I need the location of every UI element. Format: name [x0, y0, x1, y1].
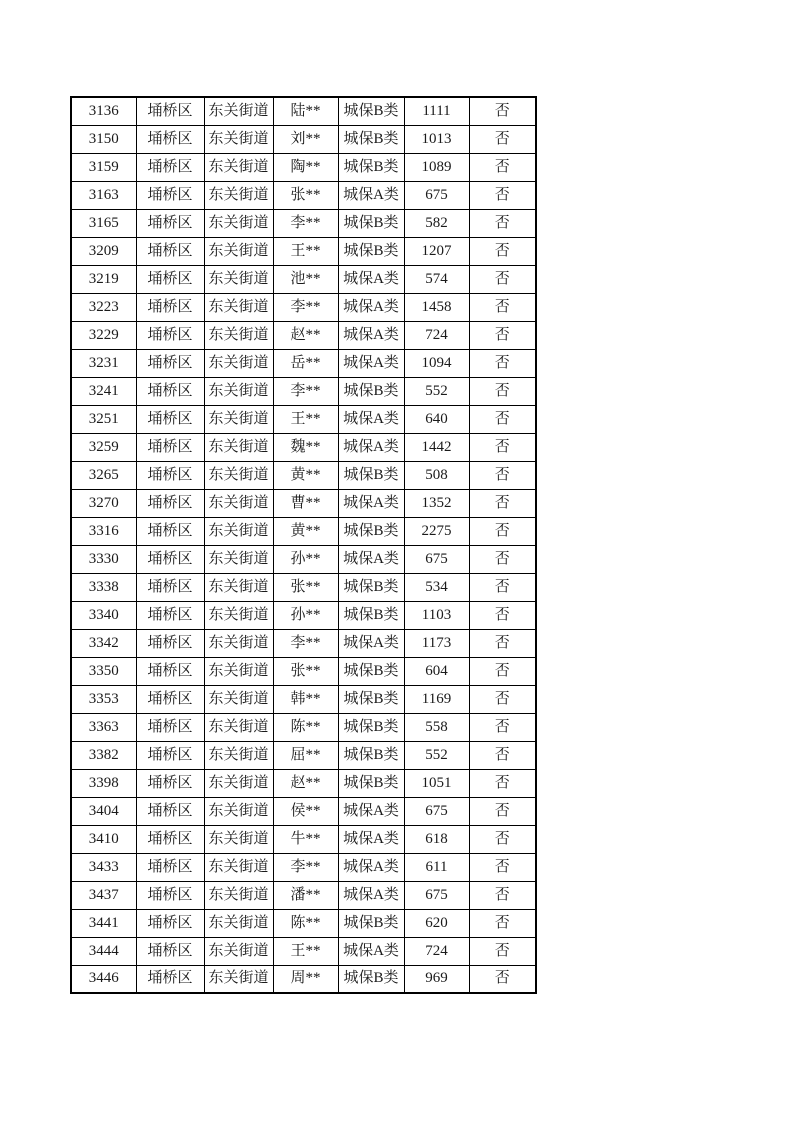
table-row: [71, 629, 536, 657]
cell-serial: 3350: [71, 657, 136, 685]
cell-category: 城保A类: [338, 433, 404, 461]
cell-name: 李**: [273, 209, 338, 237]
cell-name: 王**: [273, 237, 338, 265]
cell-flag: 否: [469, 293, 536, 321]
cell-serial: 3444: [71, 937, 136, 965]
cell-amount: 1111: [404, 97, 469, 125]
cell-street: 东关街道: [204, 909, 273, 937]
cell-serial: 3270: [71, 489, 136, 517]
cell-flag: 否: [469, 965, 536, 993]
table-row: [71, 209, 536, 237]
cell-category: 城保A类: [338, 825, 404, 853]
cell-category: 城保A类: [338, 881, 404, 909]
cell-flag: 否: [469, 797, 536, 825]
cell-amount: 1094: [404, 349, 469, 377]
cell-serial: 3229: [71, 321, 136, 349]
cell-name: 李**: [273, 377, 338, 405]
cell-flag: 否: [469, 741, 536, 769]
cell-category: 城保B类: [338, 377, 404, 405]
cell-flag: 否: [469, 153, 536, 181]
cell-serial: 3251: [71, 405, 136, 433]
cell-district: 埇桥区: [136, 769, 204, 797]
cell-name: 陈**: [273, 713, 338, 741]
cell-amount: 604: [404, 657, 469, 685]
cell-category: 城保B类: [338, 741, 404, 769]
cell-district: 埇桥区: [136, 909, 204, 937]
cell-amount: 1089: [404, 153, 469, 181]
cell-street: 东关街道: [204, 517, 273, 545]
cell-category: 城保A类: [338, 545, 404, 573]
cell-serial: 3259: [71, 433, 136, 461]
cell-flag: 否: [469, 769, 536, 797]
cell-amount: 552: [404, 377, 469, 405]
cell-amount: 724: [404, 321, 469, 349]
cell-flag: 否: [469, 937, 536, 965]
cell-name: 李**: [273, 629, 338, 657]
cell-amount: 1458: [404, 293, 469, 321]
cell-name: 王**: [273, 405, 338, 433]
cell-street: 东关街道: [204, 349, 273, 377]
table-row: [71, 405, 536, 433]
cell-name: 陈**: [273, 909, 338, 937]
table-row: [71, 461, 536, 489]
cell-district: 埇桥区: [136, 881, 204, 909]
cell-category: 城保B类: [338, 965, 404, 993]
cell-amount: 1442: [404, 433, 469, 461]
cell-district: 埇桥区: [136, 797, 204, 825]
cell-category: 城保B类: [338, 125, 404, 153]
cell-district: 埇桥区: [136, 937, 204, 965]
cell-street: 东关街道: [204, 181, 273, 209]
cell-amount: 508: [404, 461, 469, 489]
cell-name: 赵**: [273, 769, 338, 797]
cell-serial: 3437: [71, 881, 136, 909]
table-row: [71, 545, 536, 573]
cell-amount: 969: [404, 965, 469, 993]
cell-district: 埇桥区: [136, 153, 204, 181]
cell-district: 埇桥区: [136, 125, 204, 153]
cell-serial: 3446: [71, 965, 136, 993]
cell-serial: 3209: [71, 237, 136, 265]
cell-amount: 1169: [404, 685, 469, 713]
cell-category: 城保B类: [338, 769, 404, 797]
subsidy-records-table: [70, 96, 537, 994]
cell-name: 陆**: [273, 97, 338, 125]
cell-district: 埇桥区: [136, 405, 204, 433]
cell-category: 城保A类: [338, 489, 404, 517]
cell-category: 城保B类: [338, 461, 404, 489]
table-row: [71, 125, 536, 153]
cell-category: 城保A类: [338, 349, 404, 377]
table-row: [71, 797, 536, 825]
cell-category: 城保A类: [338, 797, 404, 825]
cell-street: 东关街道: [204, 293, 273, 321]
cell-serial: 3441: [71, 909, 136, 937]
table-row: [71, 573, 536, 601]
cell-amount: 675: [404, 881, 469, 909]
cell-flag: 否: [469, 433, 536, 461]
cell-district: 埇桥区: [136, 321, 204, 349]
cell-street: 东关街道: [204, 937, 273, 965]
cell-district: 埇桥区: [136, 97, 204, 125]
cell-district: 埇桥区: [136, 461, 204, 489]
cell-street: 东关街道: [204, 125, 273, 153]
table-row: [71, 769, 536, 797]
cell-name: 张**: [273, 573, 338, 601]
cell-serial: 3136: [71, 97, 136, 125]
cell-district: 埇桥区: [136, 489, 204, 517]
cell-category: 城保B类: [338, 909, 404, 937]
cell-street: 东关街道: [204, 377, 273, 405]
cell-amount: 534: [404, 573, 469, 601]
cell-name: 屈**: [273, 741, 338, 769]
cell-district: 埇桥区: [136, 713, 204, 741]
cell-amount: 620: [404, 909, 469, 937]
cell-street: 东关街道: [204, 685, 273, 713]
cell-name: 牛**: [273, 825, 338, 853]
cell-flag: 否: [469, 685, 536, 713]
table-row: [71, 489, 536, 517]
cell-name: 韩**: [273, 685, 338, 713]
cell-flag: 否: [469, 601, 536, 629]
cell-flag: 否: [469, 377, 536, 405]
cell-name: 黄**: [273, 517, 338, 545]
table-row: [71, 685, 536, 713]
cell-district: 埇桥区: [136, 517, 204, 545]
cell-category: 城保A类: [338, 293, 404, 321]
cell-street: 东关街道: [204, 713, 273, 741]
cell-category: 城保B类: [338, 209, 404, 237]
cell-name: 魏**: [273, 433, 338, 461]
cell-street: 东关街道: [204, 433, 273, 461]
cell-name: 侯**: [273, 797, 338, 825]
cell-district: 埇桥区: [136, 265, 204, 293]
cell-street: 东关街道: [204, 853, 273, 881]
cell-serial: 3338: [71, 573, 136, 601]
cell-district: 埇桥区: [136, 433, 204, 461]
cell-district: 埇桥区: [136, 601, 204, 629]
cell-flag: 否: [469, 125, 536, 153]
cell-district: 埇桥区: [136, 545, 204, 573]
cell-serial: 3404: [71, 797, 136, 825]
cell-street: 东关街道: [204, 97, 273, 125]
cell-name: 周**: [273, 965, 338, 993]
cell-flag: 否: [469, 629, 536, 657]
cell-serial: 3159: [71, 153, 136, 181]
cell-street: 东关街道: [204, 153, 273, 181]
cell-flag: 否: [469, 461, 536, 489]
table-body: [71, 97, 536, 993]
table-row: [71, 965, 536, 993]
table-row: [71, 153, 536, 181]
cell-category: 城保B类: [338, 601, 404, 629]
cell-amount: 558: [404, 713, 469, 741]
cell-street: 东关街道: [204, 237, 273, 265]
cell-amount: 675: [404, 181, 469, 209]
cell-street: 东关街道: [204, 489, 273, 517]
cell-flag: 否: [469, 713, 536, 741]
cell-serial: 3223: [71, 293, 136, 321]
cell-street: 东关街道: [204, 825, 273, 853]
cell-category: 城保B类: [338, 97, 404, 125]
cell-street: 东关街道: [204, 405, 273, 433]
cell-serial: 3241: [71, 377, 136, 405]
cell-flag: 否: [469, 265, 536, 293]
cell-serial: 3353: [71, 685, 136, 713]
cell-name: 赵**: [273, 321, 338, 349]
cell-name: 孙**: [273, 545, 338, 573]
cell-flag: 否: [469, 545, 536, 573]
cell-name: 李**: [273, 293, 338, 321]
cell-district: 埇桥区: [136, 741, 204, 769]
cell-category: 城保A类: [338, 853, 404, 881]
cell-amount: 724: [404, 937, 469, 965]
cell-flag: 否: [469, 237, 536, 265]
cell-name: 王**: [273, 937, 338, 965]
cell-amount: 552: [404, 741, 469, 769]
table-row: [71, 237, 536, 265]
cell-street: 东关街道: [204, 657, 273, 685]
table-row: [71, 909, 536, 937]
cell-district: 埇桥区: [136, 293, 204, 321]
cell-category: 城保A类: [338, 321, 404, 349]
cell-serial: 3316: [71, 517, 136, 545]
cell-category: 城保B类: [338, 685, 404, 713]
cell-name: 张**: [273, 181, 338, 209]
cell-category: 城保B类: [338, 153, 404, 181]
cell-flag: 否: [469, 853, 536, 881]
table-row: [71, 713, 536, 741]
cell-street: 东关街道: [204, 769, 273, 797]
cell-serial: 3163: [71, 181, 136, 209]
cell-district: 埇桥区: [136, 349, 204, 377]
cell-category: 城保A类: [338, 405, 404, 433]
cell-category: 城保B类: [338, 237, 404, 265]
cell-name: 孙**: [273, 601, 338, 629]
cell-street: 东关街道: [204, 601, 273, 629]
cell-serial: 3433: [71, 853, 136, 881]
cell-flag: 否: [469, 97, 536, 125]
table-row: [71, 349, 536, 377]
cell-flag: 否: [469, 209, 536, 237]
cell-district: 埇桥区: [136, 181, 204, 209]
cell-district: 埇桥区: [136, 965, 204, 993]
cell-amount: 1103: [404, 601, 469, 629]
cell-district: 埇桥区: [136, 629, 204, 657]
table-row: [71, 377, 536, 405]
table-row: [71, 181, 536, 209]
cell-flag: 否: [469, 909, 536, 937]
cell-district: 埇桥区: [136, 825, 204, 853]
table-row: [71, 825, 536, 853]
cell-flag: 否: [469, 517, 536, 545]
cell-street: 东关街道: [204, 629, 273, 657]
cell-street: 东关街道: [204, 321, 273, 349]
table-row: [71, 601, 536, 629]
cell-category: 城保B类: [338, 517, 404, 545]
table-row: [71, 881, 536, 909]
cell-flag: 否: [469, 657, 536, 685]
cell-flag: 否: [469, 181, 536, 209]
table-row: [71, 937, 536, 965]
cell-amount: 640: [404, 405, 469, 433]
cell-district: 埇桥区: [136, 685, 204, 713]
cell-street: 东关街道: [204, 881, 273, 909]
table-row: [71, 265, 536, 293]
cell-amount: 1173: [404, 629, 469, 657]
cell-serial: 3410: [71, 825, 136, 853]
cell-name: 曹**: [273, 489, 338, 517]
cell-flag: 否: [469, 405, 536, 433]
table-row: [71, 741, 536, 769]
cell-name: 陶**: [273, 153, 338, 181]
cell-amount: 1207: [404, 237, 469, 265]
cell-district: 埇桥区: [136, 657, 204, 685]
cell-flag: 否: [469, 881, 536, 909]
cell-street: 东关街道: [204, 461, 273, 489]
cell-amount: 2275: [404, 517, 469, 545]
cell-amount: 574: [404, 265, 469, 293]
cell-serial: 3231: [71, 349, 136, 377]
cell-district: 埇桥区: [136, 573, 204, 601]
cell-amount: 675: [404, 545, 469, 573]
cell-street: 东关街道: [204, 265, 273, 293]
cell-category: 城保B类: [338, 573, 404, 601]
table-row: [71, 517, 536, 545]
cell-amount: 582: [404, 209, 469, 237]
cell-serial: 3165: [71, 209, 136, 237]
cell-category: 城保B类: [338, 657, 404, 685]
cell-name: 黄**: [273, 461, 338, 489]
cell-district: 埇桥区: [136, 209, 204, 237]
cell-serial: 3219: [71, 265, 136, 293]
cell-serial: 3340: [71, 601, 136, 629]
cell-serial: 3398: [71, 769, 136, 797]
cell-name: 刘**: [273, 125, 338, 153]
cell-name: 李**: [273, 853, 338, 881]
table-row: [71, 97, 536, 125]
cell-amount: 1051: [404, 769, 469, 797]
cell-flag: 否: [469, 825, 536, 853]
cell-serial: 3382: [71, 741, 136, 769]
cell-district: 埇桥区: [136, 853, 204, 881]
cell-street: 东关街道: [204, 797, 273, 825]
cell-flag: 否: [469, 321, 536, 349]
cell-amount: 618: [404, 825, 469, 853]
table-row: [71, 293, 536, 321]
cell-street: 东关街道: [204, 965, 273, 993]
cell-street: 东关街道: [204, 573, 273, 601]
cell-street: 东关街道: [204, 545, 273, 573]
cell-flag: 否: [469, 573, 536, 601]
cell-name: 池**: [273, 265, 338, 293]
table-row: [71, 321, 536, 349]
table-row: [71, 657, 536, 685]
cell-name: 潘**: [273, 881, 338, 909]
cell-category: 城保A类: [338, 265, 404, 293]
cell-amount: 1352: [404, 489, 469, 517]
cell-name: 张**: [273, 657, 338, 685]
cell-serial: 3363: [71, 713, 136, 741]
cell-category: 城保A类: [338, 181, 404, 209]
cell-street: 东关街道: [204, 209, 273, 237]
cell-district: 埇桥区: [136, 377, 204, 405]
cell-flag: 否: [469, 489, 536, 517]
cell-district: 埇桥区: [136, 237, 204, 265]
cell-serial: 3342: [71, 629, 136, 657]
table-row: [71, 433, 536, 461]
cell-serial: 3330: [71, 545, 136, 573]
cell-street: 东关街道: [204, 741, 273, 769]
cell-category: 城保B类: [338, 713, 404, 741]
cell-flag: 否: [469, 349, 536, 377]
cell-serial: 3265: [71, 461, 136, 489]
table-row: [71, 853, 536, 881]
cell-serial: 3150: [71, 125, 136, 153]
cell-category: 城保A类: [338, 629, 404, 657]
cell-amount: 1013: [404, 125, 469, 153]
cell-name: 岳**: [273, 349, 338, 377]
cell-amount: 611: [404, 853, 469, 881]
cell-amount: 675: [404, 797, 469, 825]
cell-category: 城保A类: [338, 937, 404, 965]
